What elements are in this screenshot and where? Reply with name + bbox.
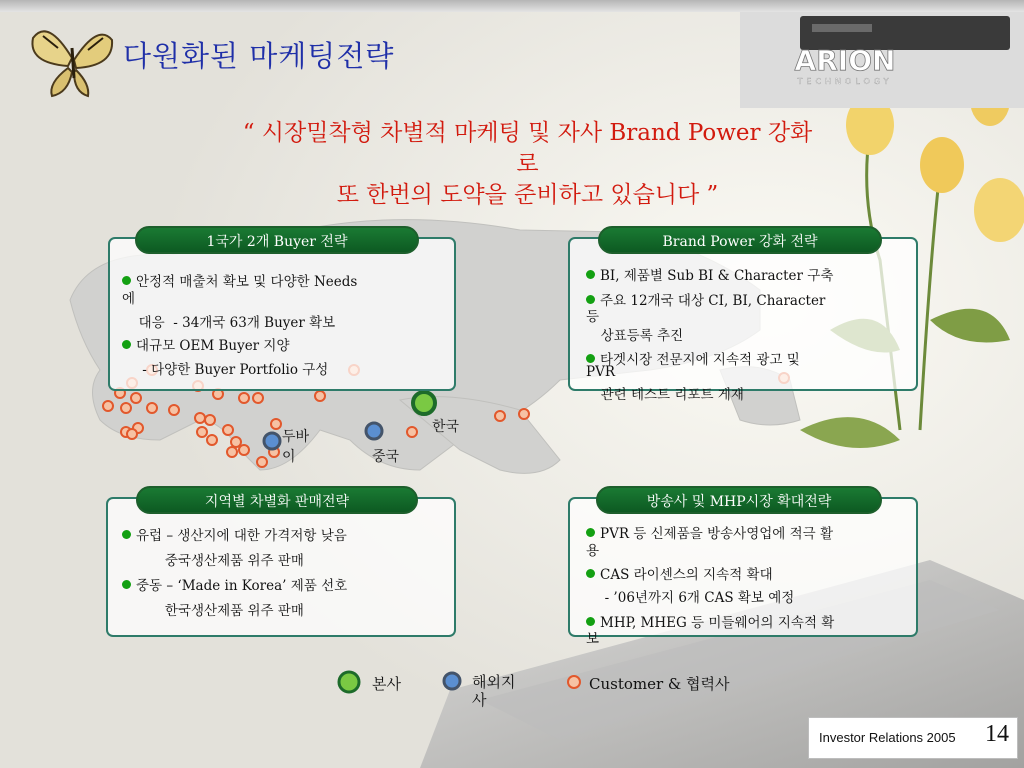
bullet-icon: [586, 295, 595, 304]
customer-marker: [519, 409, 529, 419]
dubai-branch-marker: [264, 433, 280, 449]
customer-marker: [169, 405, 179, 415]
regional-strategy-header: 지역별 차별화 판매전략: [136, 486, 418, 514]
logo-subtext: TECHNOLOGY: [797, 77, 893, 86]
legend-customer-label: Customer & 협력사: [589, 675, 730, 693]
china-label: 중국: [372, 449, 400, 465]
buyer-line-3: 대응 - 34개국 63개 Buyer 확보: [130, 315, 336, 331]
green-circle-icon: [337, 670, 361, 694]
brand-line-7: 관련 테스트 리포트 게재: [592, 387, 744, 403]
customer-marker: [315, 391, 325, 401]
customer-marker: [131, 393, 141, 403]
customer-marker: [223, 425, 233, 435]
korea-hq-marker: [413, 392, 435, 414]
blue-circle-icon: [441, 670, 463, 692]
customer-marker: [197, 427, 207, 437]
broadcast-line-5: MHP, MHEG 등 미들웨어의 지속적 확: [586, 611, 834, 631]
footer-label: Investor Relations 2005: [819, 730, 956, 745]
customer-marker: [195, 413, 205, 423]
buyer-line-5: - 다양한 Buyer Portfolio 구성: [138, 362, 329, 378]
region-line-3: 중동 – ‘Made in Korea’ 제품 선호: [122, 574, 347, 594]
broadcast-line-1: PVR 등 신제품을 방송사영업에 적극 활: [586, 522, 833, 542]
brand-power-header: Brand Power 강화 전략: [598, 226, 882, 254]
headline-line-1: “ 시장밀착형 차별적 마케팅 및 자사 Brand Power 강화: [242, 120, 813, 146]
china-branch-marker: [366, 423, 382, 439]
broadcast-line-2: 용: [586, 543, 600, 559]
region-line-2: 중국생산제품 위주 판매: [122, 553, 304, 569]
customer-marker: [227, 447, 237, 457]
customer-marker: [271, 419, 281, 429]
broadcast-line-4: - ’06년까지 6개 CAS 확보 예정: [596, 590, 795, 606]
brand-line-6: PVR: [586, 364, 615, 380]
customer-marker: [127, 429, 137, 439]
customer-marker: [205, 415, 215, 425]
page-number: 14: [985, 721, 1009, 747]
bullet-icon: [586, 617, 595, 626]
buyer-line-2: 에: [122, 291, 136, 307]
logo-text: ARION: [794, 44, 896, 77]
korea-label: 한국: [432, 419, 460, 435]
legend-hq-label: 본사: [372, 675, 401, 693]
customer-marker: [121, 403, 131, 413]
dubai-label: 두바 이: [282, 429, 310, 465]
customer-marker: [253, 393, 263, 403]
bullet-icon: [586, 270, 595, 279]
headline-line-2: 로: [516, 151, 539, 177]
brand-line-3: 등: [586, 309, 600, 325]
broadcast-line-6: 보: [586, 631, 600, 647]
orange-circle-icon: [566, 674, 582, 690]
brand-line-2: 주요 12개국 대상 CI, BI, Character: [586, 289, 825, 309]
buyer-strategy-header: 1국가 2개 Buyer 전략: [135, 226, 419, 254]
bullet-icon: [122, 530, 131, 539]
bullet-icon: [122, 276, 131, 285]
customer-marker: [207, 435, 217, 445]
customer-marker: [147, 403, 157, 413]
broadcast-line-3: CAS 라이센스의 지속적 확대: [586, 563, 773, 583]
broadcast-strategy-header: 방송사 및 MHP시장 확대전략: [596, 486, 882, 514]
bullet-icon: [586, 569, 595, 578]
region-line-4: 한국생산제품 위주 판매: [122, 603, 304, 619]
buyer-line-1: 안정적 매출처 확보 및 다양한 Needs: [122, 270, 357, 290]
brand-line-4: 상표등록 추진: [592, 328, 684, 344]
headline-line-3: 또 한번의 도약을 준비하고 있습니다 ”: [336, 182, 719, 208]
customer-marker: [495, 411, 505, 421]
bullet-icon: [586, 354, 595, 363]
bullet-icon: [122, 340, 131, 349]
bullet-icon: [122, 580, 131, 589]
buyer-line-4: 대규모 OEM Buyer 지양: [122, 334, 290, 354]
customer-marker: [231, 437, 241, 447]
customer-marker: [239, 445, 249, 455]
customer-marker: [103, 401, 113, 411]
page-title: 다원화된 마케팅전략: [123, 39, 395, 73]
brand-line-5: 타겟시장 전문지에 지속적 광고 및: [586, 348, 800, 368]
footer-badge: [808, 717, 1018, 759]
customer-marker: [257, 457, 267, 467]
customer-marker: [239, 393, 249, 403]
customer-marker: [407, 427, 417, 437]
region-line-1: 유럽 – 생산지에 대한 가격저항 낮음: [122, 524, 347, 544]
brand-line-1: BI, 제품별 Sub BI & Character 구축: [586, 264, 833, 284]
bullet-icon: [586, 528, 595, 537]
legend-overseas-label: 해외지 사: [472, 673, 516, 709]
